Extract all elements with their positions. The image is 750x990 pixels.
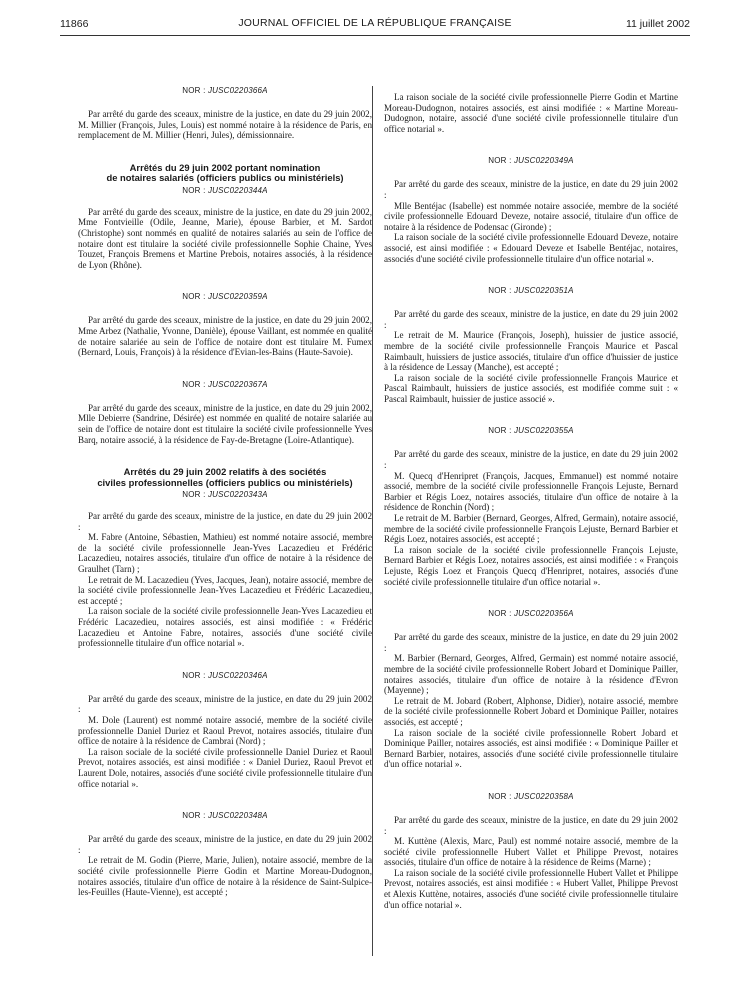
decree-section xyxy=(78,811,372,898)
paragraph: M. Dole (Laurent) est nommé notaire associé, membre de la société civile professionnelle Daniel Duriez et Raoul Prevot, notaires associés, titulaire d'un office de notaire à la résidence de Cambrai (Nord) ; xyxy=(78,715,372,747)
decree-section xyxy=(384,92,678,134)
paragraph: Le retrait de M. Barbier (Bernard, Georges, Alfred, Germain), notaire associé, membre de la société civile professionnelle François Lejuste, Bernard Barbier et Régis Loez, notaires associés, est accepté ; xyxy=(384,513,678,545)
decree-section xyxy=(78,671,372,789)
paragraph: Par arrêté du garde des sceaux, ministre de la justice, en date du 29 juin 2002 : xyxy=(384,309,678,330)
paragraph: La raison sociale de la société civile professionnelle Jean-Yves Lacazedieu et Frédéric Lacazedieu, notaires associés, est ainsi modifiée : « Frédéric Lacazedieu et Antoine Fabre, notaires, associés d'une société civile professionnelle titulaire d'un office notarial ». xyxy=(78,606,372,649)
paragraph: Le retrait de M. Maurice (François, Joseph), huissier de justice associé, membre de la société civile professionnelle François Maurice et Pascal Raimbault, huissiers de justice associés, titulaire d'un office d'huissier de justice à la résidence de Lessay (Manche), est accepté ; xyxy=(384,330,678,373)
paragraph: Mlle Bentéjac (Isabelle) est nommée notaire associée, membre de la société civile professionnelle Edouard Deveze, notaire associé, titulaire d'un office de notaire à la résidence de Podensac (Gironde) ; xyxy=(384,200,678,232)
column-divider xyxy=(372,86,373,956)
page-header xyxy=(60,14,690,32)
paragraph: La raison sociale de la société civile professionnelle Pierre Godin et Martine Moreau-Dudognon, notaires associés, est ainsi modifiée : « Martine Moreau-Dudognon, notaire, associé d'une société civile professionnelle titulaire d'un office notarial ». xyxy=(384,92,678,134)
paragraph: Par arrêté du garde des sceaux, ministre de la justice, en date du 29 juin 2002, M. Millier (François, Jules, Louis) est nommé notaire à la résidence de Paris, en remplacement de M. Millier (Henri, Jules), démissionnaire. xyxy=(78,109,372,141)
decree-section xyxy=(78,490,372,649)
paragraph: Par arrêté du garde des sceaux, ministre de la justice, en date du 29 juin 2002 : xyxy=(384,814,678,836)
paragraph: Le retrait de M. Godin (Pierre, Marie, Julien), notaire associé, membre de la société civile professionnelle Pierre Godin et Martine Moreau-Dudognon, notaires associés, titulaire d'un office de notaire à la résidence de Saint-Sulpice-les-Feuilles (Haute-Vienne), est accepté ; xyxy=(78,855,372,898)
decree-section xyxy=(78,86,372,141)
paragraph: Par arrêté du garde des sceaux, ministre de la justice, en date du 29 juin 2002 : xyxy=(384,449,678,471)
paragraph: Par arrêté du garde des sceaux, ministre de la justice, en date du 29 juin 2002, Mlle Debierre (Sandrine, Désirée) est nommée en qualité de notaire salariée au sein de l'office de notaire dont est titulaire la société civile professionnelle Yves Barq, notaire associé, à la résidence de Fay-de-Bretagne (Loire-Atlantique). xyxy=(78,402,372,445)
issue-date: 11 juillet 2002 xyxy=(625,18,690,30)
decree-section xyxy=(384,792,678,910)
nor-reference: NOR : JUSC0220356A xyxy=(488,609,574,619)
decree-section xyxy=(384,286,678,404)
paragraph: M. Kuttène (Alexis, Marc, Paul) est nommé notaire associé, membre de la société civile professionnelle Hubert Vallet et Philippe Prevost, notaires associés, titulaire d'un office de notaire à la résidence de Reims (Marne) ; xyxy=(384,836,678,868)
decree-section xyxy=(384,609,678,770)
nor-reference: NOR : JUSC0220343A xyxy=(182,490,268,500)
paragraph: Par arrêté du garde des sceaux, ministre de la justice, en date du 29 juin 2002 : xyxy=(384,179,678,200)
paragraph: La raison sociale de la société civile professionnelle Hubert Vallet et Philippe Prevost, notaires associés, est ainsi modifiée : « Hubert Vallet, Philippe Prevost et Alexis Kuttène, notaires, associés d'une société civile professionnelle titulaire d'un office notarial ». xyxy=(384,867,678,910)
paragraph: Le retrait de M. Lacazedieu (Yves, Jacques, Jean), notaire associé, membre de la société civile professionnelle Jean-Yves Lacazedieu et Frédéric Lacazedieu, est accepté ; xyxy=(78,574,372,606)
paragraph: La raison sociale de la société civile professionnelle François Lejuste, Bernard Barbier et Régis Loez, notaires associés, est ainsi modifiée : « François Lejuste, Régis Loez et François Quecq d'Henripret, notaires, associés d'une société civile professionnelle titulaire d'un office notarial ». xyxy=(384,544,678,587)
nor-reference: NOR : JUSC0220366A xyxy=(182,86,268,95)
paragraph: Par arrêté du garde des sceaux, ministre de la justice, en date du 29 juin 2002 : xyxy=(384,632,678,653)
nor-reference: NOR : JUSC0220346A xyxy=(182,670,268,680)
paragraph: M. Barbier (Bernard, Georges, Alfred, Germain) est nommé notaire associé, membre de la société civile professionnelle Robert Jobard et Dominique Pailler, notaires associés, titulaire d'un office de notaire à la résidence d'Evron (Mayenne) ; xyxy=(384,653,678,696)
paragraph: La raison sociale de la société civile professionnelle Robert Jobard et Dominique Pailler, notaires associés, est ainsi modifiée : « Dominique Pailler et Bernard Barbier, notaires, associés d'une société civile professionnelle titulaire d'un office notarial ». xyxy=(384,727,678,770)
nor-reference: NOR : JUSC0220344A xyxy=(182,185,268,195)
decree-section xyxy=(384,426,678,587)
left-column xyxy=(78,86,372,920)
journal-title: JOURNAL OFFICIEL DE LA RÉPUBLIQUE FRANÇAISE xyxy=(238,17,512,29)
paragraph: Par arrêté du garde des sceaux, ministre de la justice, en date du 29 juin 2002, Mme Arbez (Nathalie, Yvonne, Danièle), épouse Vaillant, est nommée en qualité de notaire salariée au sein de l'office de notaire dont est titulaire M. Fumex (Bernard, Louis, François) à la résidence d'Evian-les-Bains (Haute-Savoie). xyxy=(78,315,372,358)
decree-section xyxy=(78,292,372,357)
nor-reference: NOR : JUSC0220348A xyxy=(182,811,268,821)
paragraph: Par arrêté du garde des sceaux, ministre de la justice, en date du 29 juin 2002, Mme Fontvieille (Odile, Jeanne, Marie), épouse Barbier, et M. Sardot (Christophe) sont nommés en qualité de notaires salariés au sein de l'office de notaire dont est titulaire la société civile professionnelle Sophie Chaine, Yves Touzet, François Bremens et Martine Prebois, notaires associés, à la résidence de Lyon (Rhône). xyxy=(78,206,372,270)
nor-reference: NOR : JUSC0220355A xyxy=(488,426,574,436)
decree-section xyxy=(78,186,372,271)
decree-section xyxy=(384,156,678,264)
nor-reference: NOR : JUSC0220349A xyxy=(488,156,574,166)
paragraph: La raison sociale de la société civile professionnelle Edouard Deveze, notaire associé, est ainsi modifiée : « Edouard Deveze et Isabelle Bentéjac, notaires, associés d'une société civile professionnelle titulaire d'un office notarial ». xyxy=(384,232,678,264)
paragraph: La raison sociale de la société civile professionnelle François Maurice et Pascal Raimbault, huissiers de justice associés, est modifiée comme suit : « Pascal Raimbault, huissier de justice associé ». xyxy=(384,372,678,404)
nor-reference: NOR : JUSC0220367A xyxy=(182,379,268,389)
nor-reference: NOR : JUSC0220358A xyxy=(488,791,574,801)
decree-section xyxy=(78,380,372,445)
header-rule xyxy=(60,35,690,36)
nor-reference: NOR : JUSC0220359A xyxy=(182,292,268,302)
paragraph: Le retrait de M. Jobard (Robert, Alphonse, Didier), notaire associé, membre de la société civile professionnelle Robert Jobard et Dominique Pailler, notaires associés, est accepté ; xyxy=(384,695,678,727)
section-heading: Arrêtés du 29 juin 2002 portant nomination de notaires salariés (officiers publics ou ministériels) xyxy=(106,161,344,184)
nor-reference: NOR : JUSC0220351A xyxy=(488,286,574,296)
paragraph: M. Fabre (Antoine, Sébastien, Mathieu) est nommé notaire associé, membre de la société civile professionnelle Jean-Yves Lacazedieu et Frédéric Lacazedieu, notaires associés, titulaire d'un office de notaire à la résidence de Graulhet (Tarn) ; xyxy=(78,532,372,575)
paragraph: Par arrêté du garde des sceaux, ministre de la justice, en date du 29 juin 2002 : xyxy=(78,834,372,855)
paragraph: La raison sociale de la société civile professionnelle Daniel Duriez et Raoul Prevot, notaires associés, est ainsi modifiée : « Daniel Duriez, Raoul Prevot et Laurent Dole, notaires, associés d'une société civile professionnelle titulaire d'un office notarial ». xyxy=(78,746,372,789)
section-heading: Arrêtés du 29 juin 2002 relatifs à des sociétés civiles professionnelles (officiers publics ou ministériels) xyxy=(97,466,353,488)
paragraph: M. Quecq d'Henripret (François, Jacques, Emmanuel) est nommé notaire associé, membre de la société civile professionnelle François Lejuste, Bernard Barbier et Régis Loez, notaires associés, titulaire d'un office de notaire à la résidence de Ronchin (Nord) ; xyxy=(384,470,678,513)
page-number: 11866 xyxy=(60,18,89,30)
right-column xyxy=(384,92,678,932)
paragraph: Par arrêté du garde des sceaux, ministre de la justice, en date du 29 juin 2002 : xyxy=(78,693,372,715)
paragraph: Par arrêté du garde des sceaux, ministre de la justice, en date du 29 juin 2002 : xyxy=(78,511,372,532)
